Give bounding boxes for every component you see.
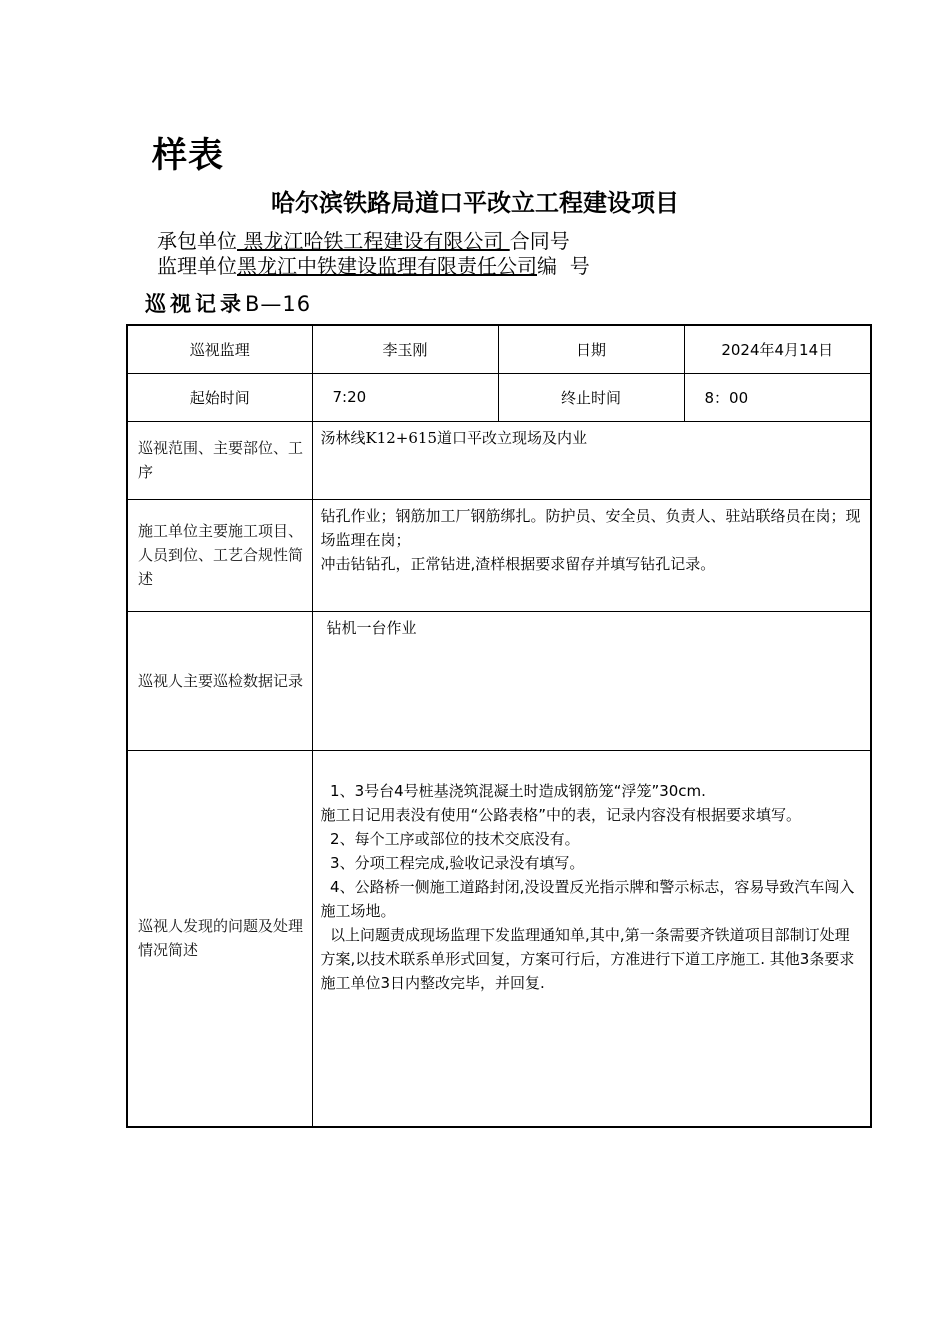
- end-time-label: 终止时间: [498, 373, 684, 421]
- construction-value: [312, 499, 871, 611]
- inspector-label: 巡视监理: [127, 325, 312, 373]
- issue-line: 施工日记用表没有使用“公路表格”中的表，记录内容没有根据要求填写。: [320, 805, 802, 824]
- record-title: [145, 288, 311, 318]
- issues-label: 巡视人发现的问题及处理情况简述: [127, 750, 312, 1127]
- inspection-record-table: [126, 324, 872, 1128]
- table-row-inspector: [127, 325, 871, 373]
- table-row-inspection-data: [127, 611, 871, 750]
- project-title: 哈尔滨铁路局道口平改立工程建设项目: [271, 189, 679, 217]
- table-row-scope: [127, 421, 871, 499]
- issue-line: 1、3号台4号桩基浇筑混凝土时造成钢筋笼“浮笼”30cm.: [320, 781, 706, 800]
- issues-value: [312, 750, 871, 1127]
- record-title-text: 巡视记录: [145, 292, 245, 316]
- issue-line: 以上问题责成现场监理下发监理通知单,其中,第一条需要齐铁道项目部制订处理方案,以技术联系单形式回复，方案可行后，方准进行下道工序施工. 其他3条要求施工单位3日内整改完毕，并回复.: [320, 925, 855, 992]
- end-time-value: 8：00: [684, 373, 871, 421]
- contractor-name: 黑龙江哈铁工程建设有限公司: [237, 229, 510, 253]
- start-time-label: 起始时间: [127, 373, 312, 421]
- construction-label: 施工单位主要施工项目、人员到位、工艺合规性简述: [127, 499, 312, 611]
- issue-line: 4、公路桥一侧施工道路封闭,没设置反光指示牌和警示标志，容易导致汽车闯入施工场地。: [320, 877, 855, 920]
- supervisor-label: 监理单位: [157, 254, 237, 278]
- construction-line: 钻孔作业；钢筋加工厂钢筋绑扎。防护员、安全员、负责人、驻站联络员在岗；现场监理在岗；: [320, 506, 861, 549]
- scope-value: 汤林线K12+615道口平改立现场及内业: [312, 421, 871, 499]
- supervisor-name: 黑龙江中铁建设监理有限责任公司: [237, 254, 537, 278]
- supervisor-line: [157, 250, 590, 279]
- scope-label: 巡视范围、主要部位、工序: [127, 421, 312, 499]
- date-value: 2024年4月14日: [684, 325, 871, 373]
- sample-label: 样表: [152, 136, 225, 176]
- date-label: 日期: [498, 325, 684, 373]
- contractor-label: 承包单位: [157, 229, 237, 253]
- start-time-value: 7:20: [312, 373, 498, 421]
- table-row-issues: [127, 750, 871, 1127]
- table-row-time: [127, 373, 871, 421]
- inspection-data-label: 巡视人主要巡检数据记录: [127, 611, 312, 750]
- inspection-data-value: 钻机一台作业: [312, 611, 871, 750]
- serial-no-label: 编 号: [537, 254, 590, 278]
- table-row-construction: [127, 499, 871, 611]
- issue-line: 3、分项工程完成,验收记录没有填写。: [320, 853, 585, 872]
- record-code: B—16: [245, 292, 312, 316]
- contract-no-label: 合同号: [509, 229, 570, 253]
- inspector-value: 李玉刚: [312, 325, 498, 373]
- issue-line: 2、每个工序或部位的技术交底没有。: [320, 829, 580, 848]
- construction-line: 冲击钻钻孔，正常钻进,渣样根据要求留存并填写钻孔记录。: [320, 554, 716, 573]
